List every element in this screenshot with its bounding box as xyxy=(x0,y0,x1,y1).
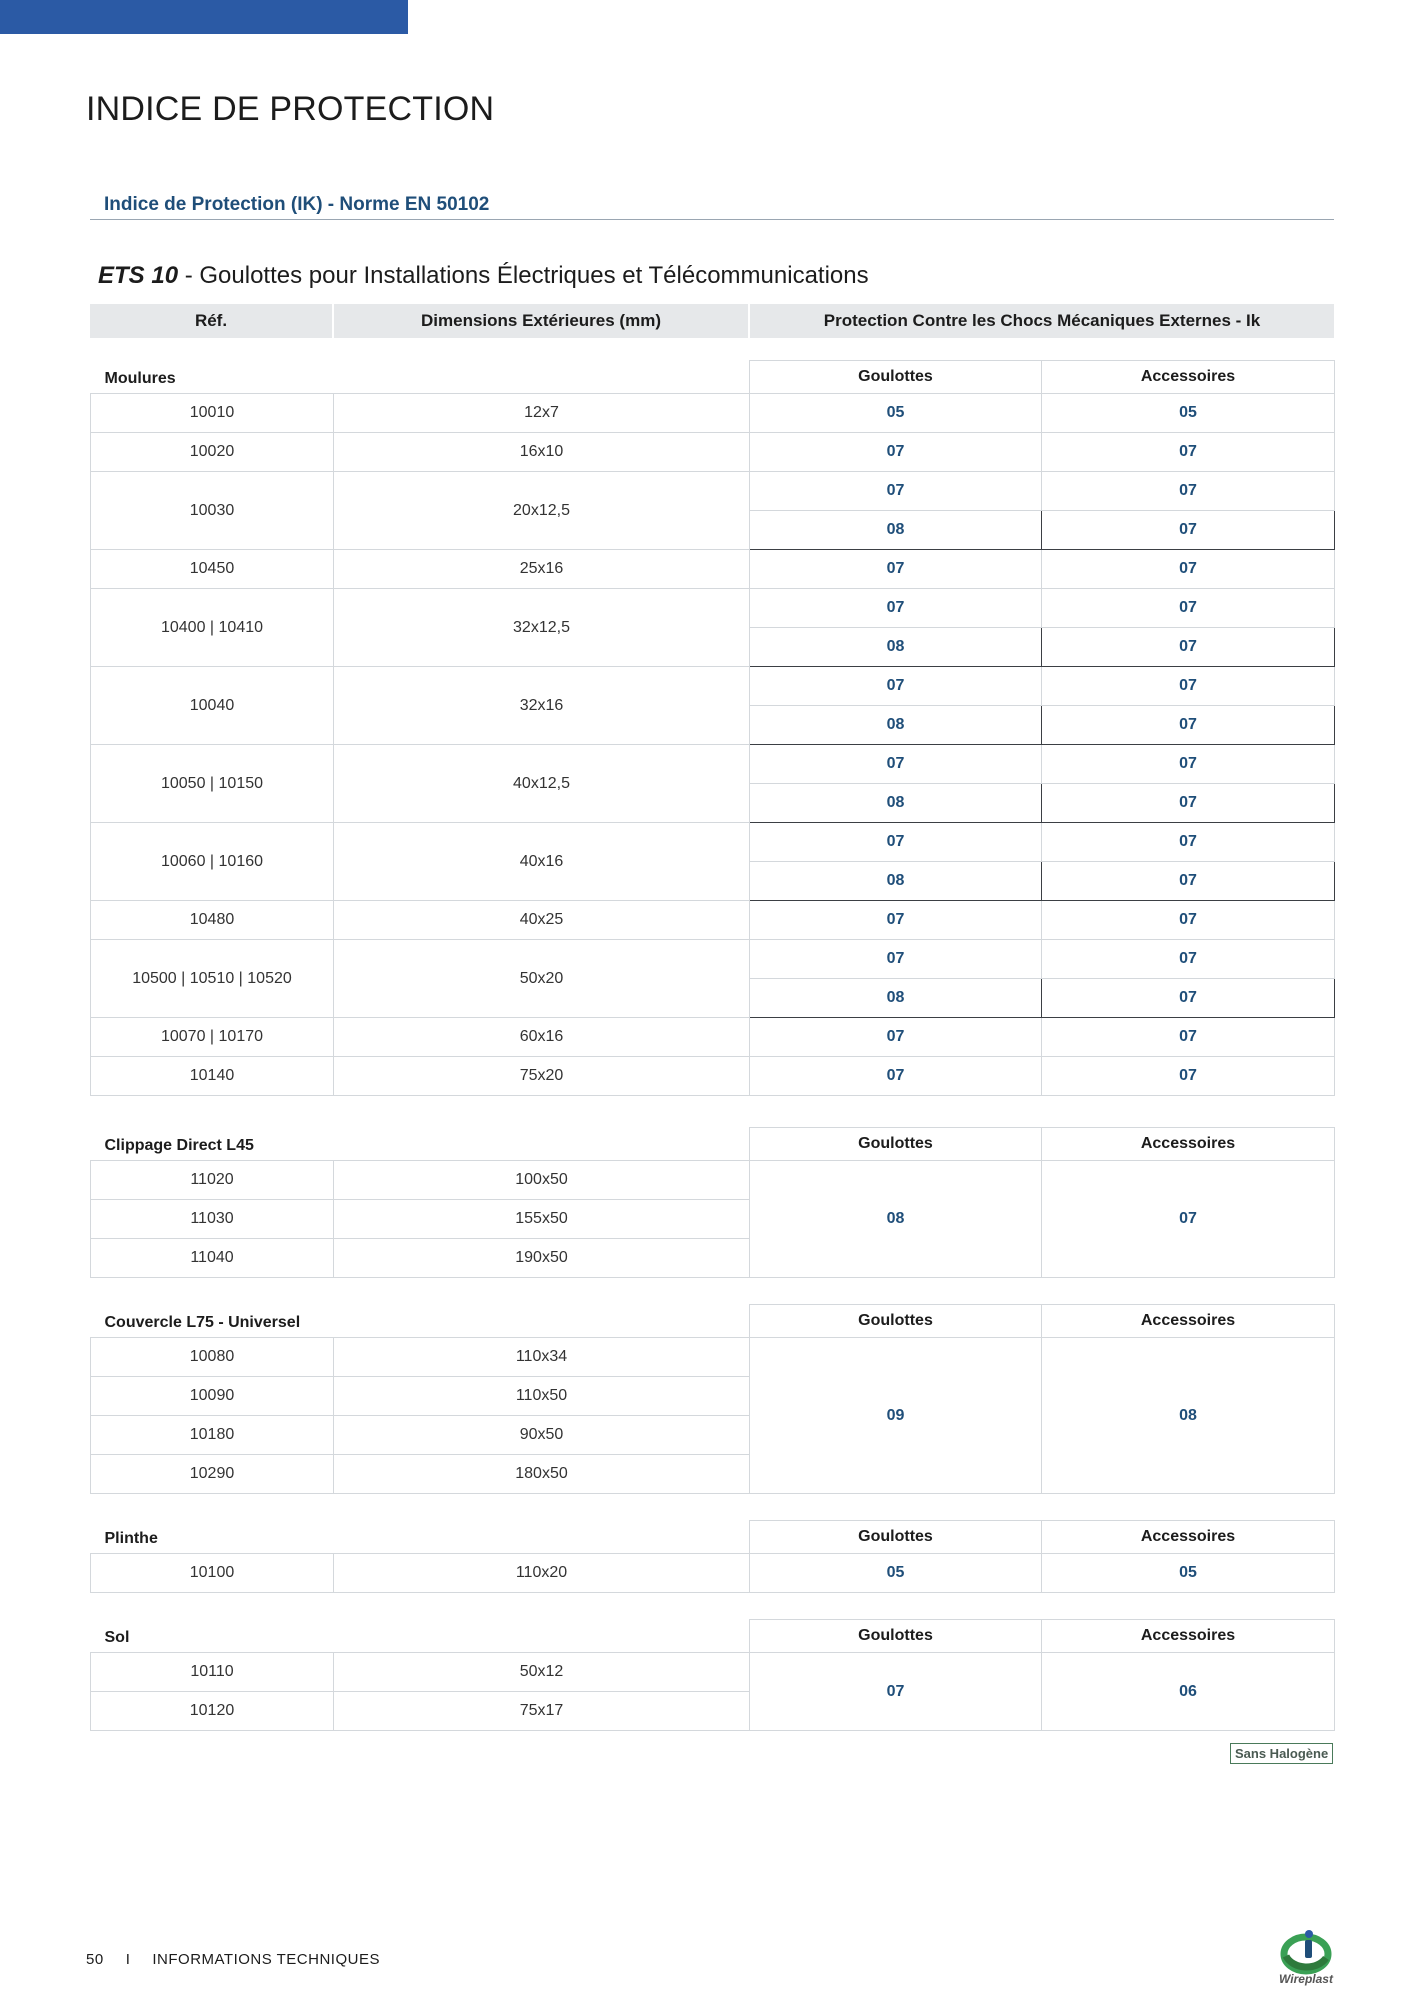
group-name: Sol xyxy=(91,1620,750,1653)
cell-accessoires: 05 xyxy=(1042,394,1335,433)
table-row xyxy=(91,1653,1335,1692)
cell-goulottes: 08 xyxy=(750,784,1042,823)
table-row xyxy=(91,1338,1335,1377)
table-row xyxy=(91,823,1335,862)
cell-ref: 10450 xyxy=(91,550,334,589)
group-name: Couvercle L75 - Universel xyxy=(91,1305,750,1338)
header-accent-bar xyxy=(0,0,408,34)
cell-goulottes: 08 xyxy=(750,862,1042,901)
cell-goulottes: 07 xyxy=(750,550,1042,589)
cell-goulottes: 07 xyxy=(750,901,1042,940)
cell-goulottes: 07 xyxy=(750,667,1042,706)
table-moulures xyxy=(90,360,1335,1096)
cell-ref: 10030 xyxy=(91,472,334,550)
cell-accessoires: 07 xyxy=(1042,979,1335,1018)
cell-ref: 11030 xyxy=(91,1200,334,1239)
group-name: Clippage Direct L45 xyxy=(91,1128,750,1161)
cell-goulottes: 07 xyxy=(750,589,1042,628)
section-description: - Goulottes pour Installations Électriques et Télécommunications xyxy=(178,262,869,289)
cell-dim: 100x50 xyxy=(334,1161,750,1200)
cell-dim: 32x16 xyxy=(334,667,750,745)
table-row xyxy=(91,433,1335,472)
group-name: Moulures xyxy=(91,361,750,394)
cell-goulottes: 07 xyxy=(750,472,1042,511)
cell-dim: 25x16 xyxy=(334,550,750,589)
cell-goulottes: 05 xyxy=(750,394,1042,433)
col-goulottes: Goulottes xyxy=(750,1128,1042,1161)
cell-ref: 10090 xyxy=(91,1377,334,1416)
col-goulottes: Goulottes xyxy=(750,361,1042,394)
table-row xyxy=(91,667,1335,706)
cell-ref: 10050 | 10150 xyxy=(91,745,334,823)
cell-dim: 110x50 xyxy=(334,1377,750,1416)
col-accessoires: Accessoires xyxy=(1042,1620,1335,1653)
cell-goulottes: 05 xyxy=(750,1554,1042,1593)
table-row xyxy=(91,1057,1335,1096)
cell-goulottes: 08 xyxy=(750,1161,1042,1278)
header-dimensions: Dimensions Extérieures (mm) xyxy=(333,304,749,338)
cell-accessoires: 07 xyxy=(1042,472,1335,511)
cell-accessoires: 07 xyxy=(1042,862,1335,901)
cell-dim: 40x16 xyxy=(334,823,750,901)
cell-accessoires: 08 xyxy=(1042,1338,1335,1494)
cell-dim: 16x10 xyxy=(334,433,750,472)
cell-accessoires: 07 xyxy=(1042,511,1335,550)
cell-goulottes: 08 xyxy=(750,706,1042,745)
cell-ref: 10110 xyxy=(91,1653,334,1692)
cell-dim: 40x25 xyxy=(334,901,750,940)
footer xyxy=(86,1951,380,1968)
cell-ref: 10500 | 10510 | 10520 xyxy=(91,940,334,1018)
header-protection: Protection Contre les Chocs Mécaniques Externes - Ik xyxy=(749,304,1334,338)
table-row xyxy=(91,550,1335,589)
cell-accessoires: 07 xyxy=(1042,628,1335,667)
cell-accessoires: 07 xyxy=(1042,901,1335,940)
cell-accessoires: 07 xyxy=(1042,784,1335,823)
wireplast-logo xyxy=(1268,1926,1344,1988)
table-header xyxy=(90,304,1334,338)
cell-goulottes: 08 xyxy=(750,979,1042,1018)
col-goulottes: Goulottes xyxy=(750,1305,1042,1338)
cell-dim: 190x50 xyxy=(334,1239,750,1278)
cell-goulottes: 08 xyxy=(750,628,1042,667)
table-row xyxy=(91,472,1335,511)
cell-ref: 10140 xyxy=(91,1057,334,1096)
cell-ref: 10290 xyxy=(91,1455,334,1494)
cell-ref: 10040 xyxy=(91,667,334,745)
cell-ref: 10100 xyxy=(91,1554,334,1593)
cell-dim: 32x12,5 xyxy=(334,589,750,667)
cell-goulottes: 07 xyxy=(750,940,1042,979)
subtitle: Indice de Protection (IK) - Norme EN 50102 xyxy=(104,194,490,215)
cell-dim: 90x50 xyxy=(334,1416,750,1455)
cell-accessoires: 05 xyxy=(1042,1554,1335,1593)
sans-halogene-badge: Sans Halogène xyxy=(1230,1743,1333,1764)
cell-dim: 20x12,5 xyxy=(334,472,750,550)
col-accessoires: Accessoires xyxy=(1042,1305,1335,1338)
cell-dim: 50x20 xyxy=(334,940,750,1018)
cell-accessoires: 07 xyxy=(1042,1057,1335,1096)
table-clippage xyxy=(90,1127,1335,1278)
col-accessoires: Accessoires xyxy=(1042,361,1335,394)
cell-dim: 75x17 xyxy=(334,1692,750,1731)
page-number: 50 xyxy=(86,1951,104,1968)
table-row xyxy=(91,394,1335,433)
cell-accessoires: 07 xyxy=(1042,667,1335,706)
table-row xyxy=(91,901,1335,940)
table-couvercle xyxy=(90,1304,1335,1494)
table-row xyxy=(91,589,1335,628)
table-row xyxy=(91,1161,1335,1200)
cell-accessoires: 07 xyxy=(1042,1161,1335,1278)
cell-dim: 110x34 xyxy=(334,1338,750,1377)
section-brand: ETS 10 xyxy=(98,262,179,289)
cell-goulottes: 07 xyxy=(750,1057,1042,1096)
table-plinthe xyxy=(90,1520,1335,1593)
cell-ref: 10080 xyxy=(91,1338,334,1377)
cell-accessoires: 07 xyxy=(1042,823,1335,862)
cell-goulottes: 07 xyxy=(750,745,1042,784)
cell-dim: 50x12 xyxy=(334,1653,750,1692)
cell-dim: 110x20 xyxy=(334,1554,750,1593)
cell-goulottes: 07 xyxy=(750,433,1042,472)
cell-ref: 10480 xyxy=(91,901,334,940)
cell-dim: 155x50 xyxy=(334,1200,750,1239)
group-name: Plinthe xyxy=(91,1521,750,1554)
cell-accessoires: 07 xyxy=(1042,706,1335,745)
cell-goulottes: 07 xyxy=(750,1653,1042,1731)
cell-accessoires: 07 xyxy=(1042,1018,1335,1057)
cell-dim: 60x16 xyxy=(334,1018,750,1057)
page-title: INDICE DE PROTECTION xyxy=(86,90,495,128)
cell-ref: 10020 xyxy=(91,433,334,472)
section-title xyxy=(98,262,869,290)
cell-accessoires: 06 xyxy=(1042,1653,1335,1731)
cell-accessoires: 07 xyxy=(1042,940,1335,979)
col-accessoires: Accessoires xyxy=(1042,1128,1335,1161)
cell-dim: 12x7 xyxy=(334,394,750,433)
cell-ref: 10070 | 10170 xyxy=(91,1018,334,1057)
cell-dim: 75x20 xyxy=(334,1057,750,1096)
cell-accessoires: 07 xyxy=(1042,745,1335,784)
cell-accessoires: 07 xyxy=(1042,589,1335,628)
logo-text: Wireplast xyxy=(1279,1972,1333,1986)
col-goulottes: Goulottes xyxy=(750,1521,1042,1554)
subtitle-row xyxy=(90,192,1334,220)
cell-dim: 40x12,5 xyxy=(334,745,750,823)
cell-ref: 11040 xyxy=(91,1239,334,1278)
cell-accessoires: 07 xyxy=(1042,433,1335,472)
table-row xyxy=(91,1554,1335,1593)
cell-dim: 180x50 xyxy=(334,1455,750,1494)
cell-goulottes: 09 xyxy=(750,1338,1042,1494)
wireplast-logo-icon xyxy=(1268,1926,1344,1976)
table-sol xyxy=(90,1619,1335,1731)
cell-accessoires: 07 xyxy=(1042,550,1335,589)
cell-ref: 10400 | 10410 xyxy=(91,589,334,667)
cell-goulottes: 08 xyxy=(750,511,1042,550)
table-row xyxy=(91,745,1335,784)
cell-ref: 10180 xyxy=(91,1416,334,1455)
table-row xyxy=(91,1018,1335,1057)
cell-ref: 11020 xyxy=(91,1161,334,1200)
table-row xyxy=(91,940,1335,979)
cell-goulottes: 07 xyxy=(750,823,1042,862)
footer-section: INFORMATIONS TECHNIQUES xyxy=(152,1951,380,1968)
header-ref: Réf. xyxy=(90,304,333,338)
footer-separator: I xyxy=(125,1951,131,1968)
col-goulottes: Goulottes xyxy=(750,1620,1042,1653)
col-accessoires: Accessoires xyxy=(1042,1521,1335,1554)
cell-ref: 10060 | 10160 xyxy=(91,823,334,901)
cell-ref: 10010 xyxy=(91,394,334,433)
cell-ref: 10120 xyxy=(91,1692,334,1731)
cell-goulottes: 07 xyxy=(750,1018,1042,1057)
